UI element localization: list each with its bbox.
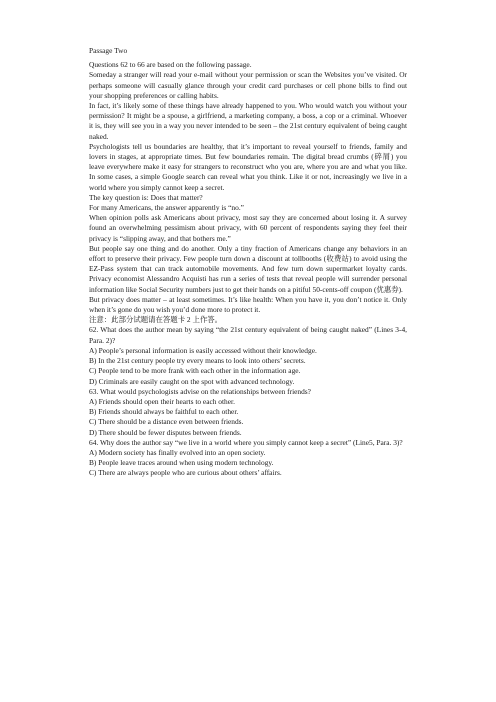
question-64-option-b: B) People leave traces around when using modern technology. bbox=[89, 458, 274, 468]
paragraph-4: The key question is: Does that matter? bbox=[89, 192, 203, 202]
paragraph-6: When opinion polls ask Americans about privacy, most say they are concerned about losing it. A survey found an overwhelming pessimism about privacy, with 60 percent of respondents saying they feel their privacy is “slipping away, and that bothers me.” bbox=[89, 213, 407, 243]
question-62-stem: 62. What does the author mean by saying “the 21st century equivalent of being caught naked” (Lines 3-4, Para. 2)? bbox=[89, 325, 407, 345]
passage-title: Passage Two bbox=[89, 46, 128, 55]
paragraph-3: Psychologists tell us boundaries are healthy, that it’s important to reveal yourself to friends, family and lovers in stages, at appropriate times. But few boundaries remain. The digital bread crumbs (碎屑) you leave everywhere make it easy for strangers to reconstruct who you are, where you are and what you like. In some cases, a simple Google search can reveal what you think. Like it or not, increasingly we live in a world where you simply cannot keep a secret. bbox=[89, 141, 407, 192]
question-62-option-b: B) In the 21st century people try every means to look into others’ secrets. bbox=[89, 356, 306, 366]
paragraph-5: For many Americans, the answer apparently is “no.” bbox=[89, 203, 244, 213]
question-63-option-a: A) Friends should open their hearts to each other. bbox=[89, 396, 235, 406]
document-page bbox=[89, 46, 407, 479]
question-64-option-c: C) There are always people who are curious about others’ affairs. bbox=[89, 468, 282, 478]
paragraph-1: Someday a stranger will read your e-mail without your permission or scan the Websites you’ve visited. Or perhaps someone will casually glance through your credit card purchases or cell phone bills to find out your shopping preferences or calling habits. bbox=[89, 70, 407, 100]
paragraph-2: In fact, it’s likely some of these things have already happened to you. Who would watch you without your permission? It might be a spouse, a girlfriend, a marketing company, a boss, a cop or a criminal. Whoever it is, they will see you in a way you never intended to be seen – the 21st century equivalent of being caught naked. bbox=[89, 101, 407, 141]
question-62-option-c: C) People tend to be more frank with each other in the information age. bbox=[89, 366, 301, 376]
question-64-option-a: A) Modern society has finally evolved into an open society. bbox=[89, 447, 266, 457]
question-63-stem: 63. What would psychologists advise on the relationships between friends? bbox=[89, 386, 311, 396]
paragraph-8: But privacy does matter – at least sometimes. It’s like health: When you have it, you don’t notice it. Only when it’s gone do you wish you’d done more to protect it. bbox=[89, 294, 407, 315]
paragraph-7: But people say one thing and do another. Only a tiny fraction of Americans change any behaviors in an effort to preserve their privacy. Few people turn down a discount at tollbooths (收费站) to avoid using the EZ-Pass system that can track automobile movements. And few turn down supermarket loyalty cards. Privacy economist Alessandro Acquisti has run a series of tests that reveal people will surrender personal information like Social Security numbers just to get their hands on a pitiful 50-cents-off coupon (优惠券). bbox=[89, 243, 407, 294]
question-62-option-a: A) People’s personal information is easily accessed without their knowledge. bbox=[89, 345, 317, 355]
question-63-option-b: B) Friends should always be faithful to each other. bbox=[89, 407, 239, 417]
question-64-stem: 64. Why does the author say “we live in a world where you simply cannot keep a secret” (Line5, Para. 3)? bbox=[89, 437, 403, 447]
answer-sheet-note: 注意：此部分试题请在答题卡 2 上作答。 bbox=[89, 315, 223, 325]
question-63-option-c: C) There should be a distance even between friends. bbox=[89, 417, 244, 427]
question-62-option-d: D) Criminals are easily caught on the spot with advanced technology. bbox=[89, 376, 295, 386]
question-63-option-d: D) There should be fewer disputes between friends. bbox=[89, 427, 242, 437]
passage-intro: Questions 62 to 66 are based on the following passage. bbox=[89, 60, 252, 70]
